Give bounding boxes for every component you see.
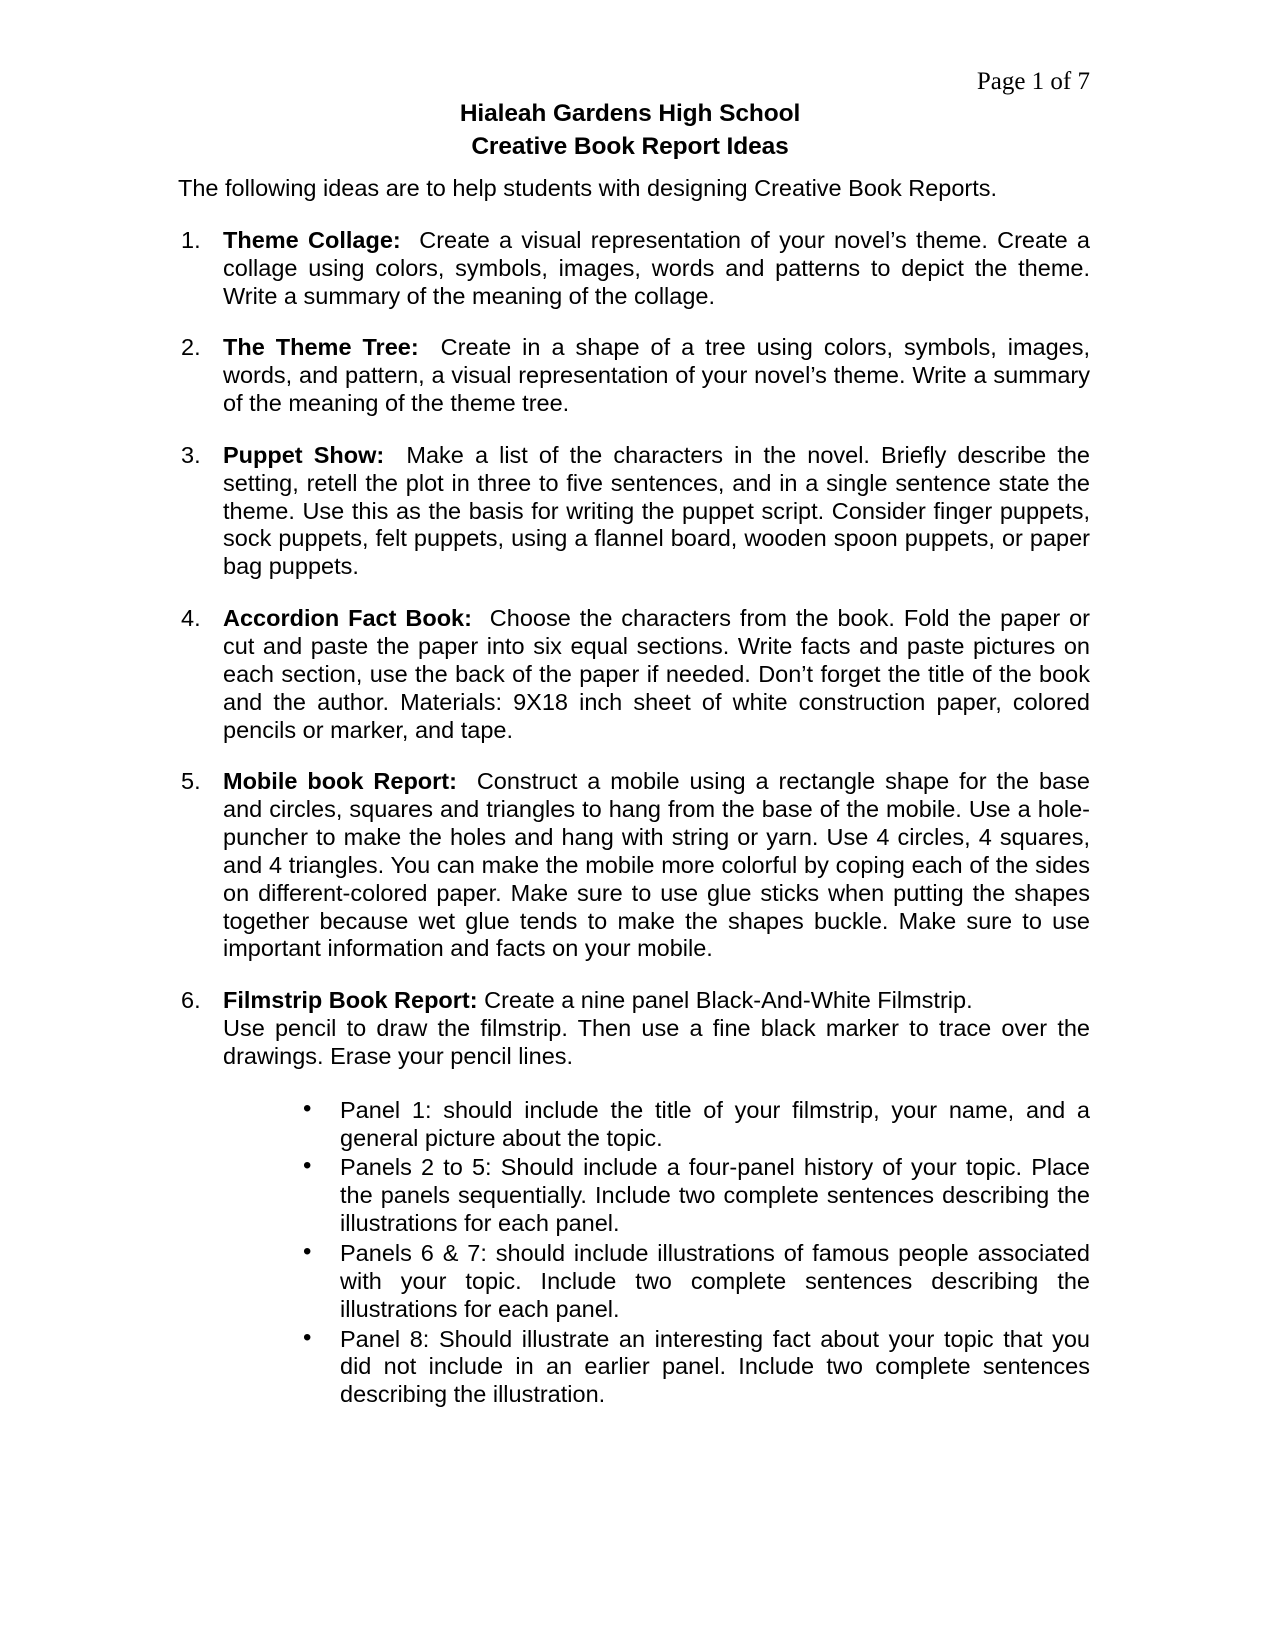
list-item-title: Accordion Fact Book: [223, 605, 472, 632]
school-name: Hialeah Gardens High School [459, 100, 801, 127]
list-item-number: 6. [181, 987, 201, 1014]
list-item-title: The Theme Tree: [223, 334, 419, 361]
list-item-body: Create in a shape of a tree using colors, symbols, images, words, and pattern, a visual representation of your novel’s theme. Write a summary of the meaning of the theme tree. [223, 334, 1091, 417]
list-item-number: 5. [181, 768, 201, 795]
list-item-body-line-2: Use pencil to draw the filmstrip. Then use a fine black marker to trace over the drawings. Erase your pencil lines. [223, 1015, 1090, 1069]
list-item-number: 3. [181, 441, 201, 468]
list-item [178, 768, 1090, 963]
list-item-body: Construct a mobile using a rectangle shape for the base and circles, squares and triangles to hang from the base of the mobile. Use a hole-puncher to make the holes and hang with string or yarn. Use 4 circles, 4 squares, and 4 triangles. You can make the mobile more colorful by coping each of the sides on different-colored paper. Make sure to use glue sticks when putting the shapes together because wet glue tends to make the shapes buckle. Make sure to use important information and facts on your mobile. [223, 768, 1091, 962]
list-item-number: 1. [181, 226, 201, 253]
list-item [178, 442, 1090, 581]
list-item: • Panels 6 & 7: should include illustrations of famous people associated with your topic. Include two complete sentences describing the illustrations for each panel. [301, 1240, 1090, 1324]
list-item-number: 2. [181, 334, 201, 361]
document-body [178, 175, 1090, 1433]
list-item [178, 605, 1090, 744]
list-item: • Panel 8: Should illustrate an interesting fact about your topic that you did not include in an earlier panel. Include two complete sentences describing the illustration. [301, 1326, 1090, 1410]
list-item-body-line-1: Create a nine panel Black-And-White Filmstrip. [484, 987, 973, 1014]
document-subtitle: Creative Book Report Ideas [471, 132, 789, 160]
page-number: Page 1 of 7 [976, 68, 1090, 95]
list-item-body: Make a list of the characters in the novel. Briefly describe the setting, retell the plot in three to five sentences, and in a single sentence state the theme. Use this as the basis for writing the puppet script. Consider finger puppets, sock puppets, felt puppets, using a flannel board, wooden spoon puppets, or paper bag puppets. [223, 441, 1090, 580]
ideas-list [178, 227, 1090, 1409]
list-item [178, 227, 1090, 311]
list-item-body: Choose the characters from the book. Fold the paper or cut and paste the paper into six equal sections. Write facts and paste pictures on each section, use the back of the paper if needed. Don’t forget the title of the book and the author. Materials: 9X18 inch sheet of white construction paper, colored pencils or marker, and tape. [223, 605, 1090, 743]
list-item: • Panel 1: should include the title of your filmstrip, your name, and a general picture about the topic. [301, 1097, 1090, 1153]
list-item [178, 334, 1090, 418]
list-item-title: Filmstrip Book Report: [223, 987, 478, 1014]
list-item-title: Puppet Show: [223, 441, 385, 468]
list-item-number: 4. [181, 605, 201, 632]
list-item: • Panels 2 to 5: Should include a four-panel history of your topic. Place the panels sequentially. Include two complete sentences describing the illustrations for each panel. [301, 1154, 1090, 1238]
panels-list [223, 1097, 1090, 1409]
intro-paragraph: The following ideas are to help students with designing Creative Book Reports. [178, 175, 998, 201]
list-item-body: Create a visual representation of your novel’s theme. Create a collage using colors, symbols, images, words and patterns to depict the theme. Write a summary of the meaning of the collage. [223, 226, 1091, 309]
list-item [178, 987, 1090, 1409]
list-item-title: Mobile book Report: [223, 768, 457, 795]
list-item-title: Theme Collage: [223, 226, 401, 253]
page-title [170, 98, 1090, 163]
